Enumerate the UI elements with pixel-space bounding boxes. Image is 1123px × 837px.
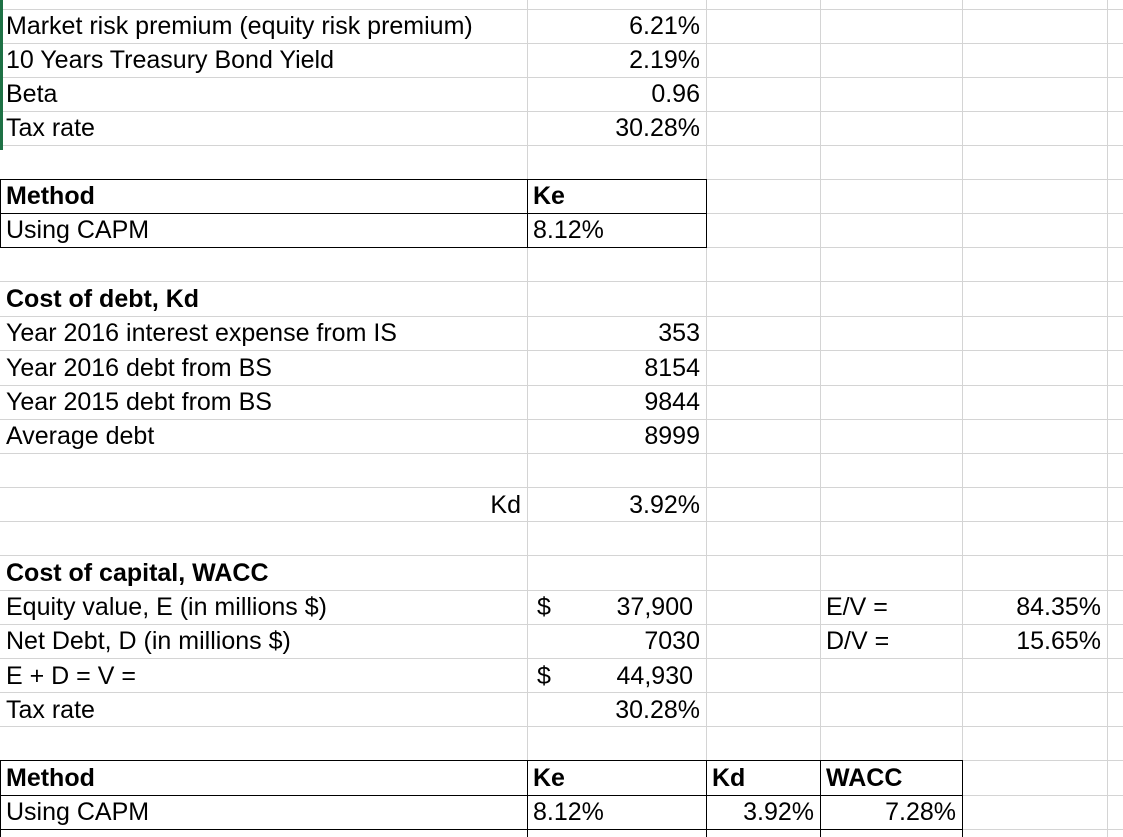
- debt-label: Net Debt, D (in millions $): [6, 627, 291, 655]
- mrp-label: Market risk premium (equity risk premium): [6, 12, 473, 40]
- beta-value[interactable]: 0.96: [651, 80, 700, 108]
- summary-ke-header: Ke: [533, 764, 565, 792]
- debt2015-value[interactable]: 9844: [644, 388, 700, 416]
- avg-debt-label: Average debt: [6, 422, 155, 450]
- summary-method-header: Method: [6, 764, 95, 792]
- gridline: [0, 247, 1123, 248]
- wacc-tax-value[interactable]: 30.28%: [615, 696, 700, 724]
- ke-value[interactable]: 8.12%: [533, 216, 604, 244]
- equity-currency: $: [537, 593, 551, 621]
- v-label: E + D = V =: [6, 662, 136, 690]
- debt-value[interactable]: 7030: [644, 627, 700, 655]
- interest-value[interactable]: 353: [658, 319, 700, 347]
- gridline: [706, 0, 707, 837]
- summary-method-value[interactable]: Using CAPM: [6, 798, 150, 826]
- v-value[interactable]: 44,930: [616, 662, 693, 690]
- treasury-value[interactable]: 2.19%: [629, 46, 700, 74]
- ke-method-header: Method: [6, 182, 95, 210]
- ke-header: Ke: [533, 182, 565, 210]
- interest-label: Year 2016 interest expense from IS: [6, 319, 397, 347]
- table-rule: [962, 760, 963, 837]
- wacc-tax-label: Tax rate: [6, 696, 95, 724]
- summary-wacc-value[interactable]: 7.28%: [885, 798, 956, 826]
- kd-label: Kd: [490, 491, 521, 519]
- ev-value[interactable]: 84.35%: [1016, 593, 1101, 621]
- debt2016-label: Year 2016 debt from BS: [6, 354, 272, 382]
- debt2015-label: Year 2015 debt from BS: [6, 388, 272, 416]
- gridline: [820, 0, 821, 837]
- dv-value[interactable]: 15.65%: [1016, 627, 1101, 655]
- summary-kd-header: Kd: [712, 764, 746, 792]
- gridline: [962, 0, 963, 837]
- dv-label: D/V =: [826, 627, 890, 655]
- gridline: [0, 453, 1123, 454]
- equity-value[interactable]: 37,900: [616, 593, 693, 621]
- table-rule: [0, 829, 963, 830]
- equity-label: Equity value, E (in millions $): [6, 593, 327, 621]
- beta-label: Beta: [6, 80, 58, 108]
- summary-ke-value[interactable]: 8.12%: [533, 798, 604, 826]
- avg-debt-value[interactable]: 8999: [644, 422, 700, 450]
- gridline: [1107, 0, 1108, 837]
- summary-wacc-header: WACC: [826, 764, 903, 792]
- summary-kd-value[interactable]: 3.92%: [743, 798, 814, 826]
- v-currency: $: [537, 662, 551, 690]
- ev-label: E/V =: [826, 593, 888, 621]
- ke-method-value[interactable]: Using CAPM: [6, 216, 150, 244]
- tax-label: Tax rate: [6, 114, 95, 142]
- kd-section-title: Cost of debt, Kd: [6, 285, 200, 313]
- mrp-value[interactable]: 6.21%: [629, 12, 700, 40]
- tax-value[interactable]: 30.28%: [615, 114, 700, 142]
- debt2016-value[interactable]: 8154: [644, 354, 700, 382]
- kd-value[interactable]: 3.92%: [629, 491, 700, 519]
- gridline: [0, 145, 1123, 146]
- wacc-section-title: Cost of capital, WACC: [6, 559, 269, 587]
- treasury-label: 10 Years Treasury Bond Yield: [6, 46, 335, 74]
